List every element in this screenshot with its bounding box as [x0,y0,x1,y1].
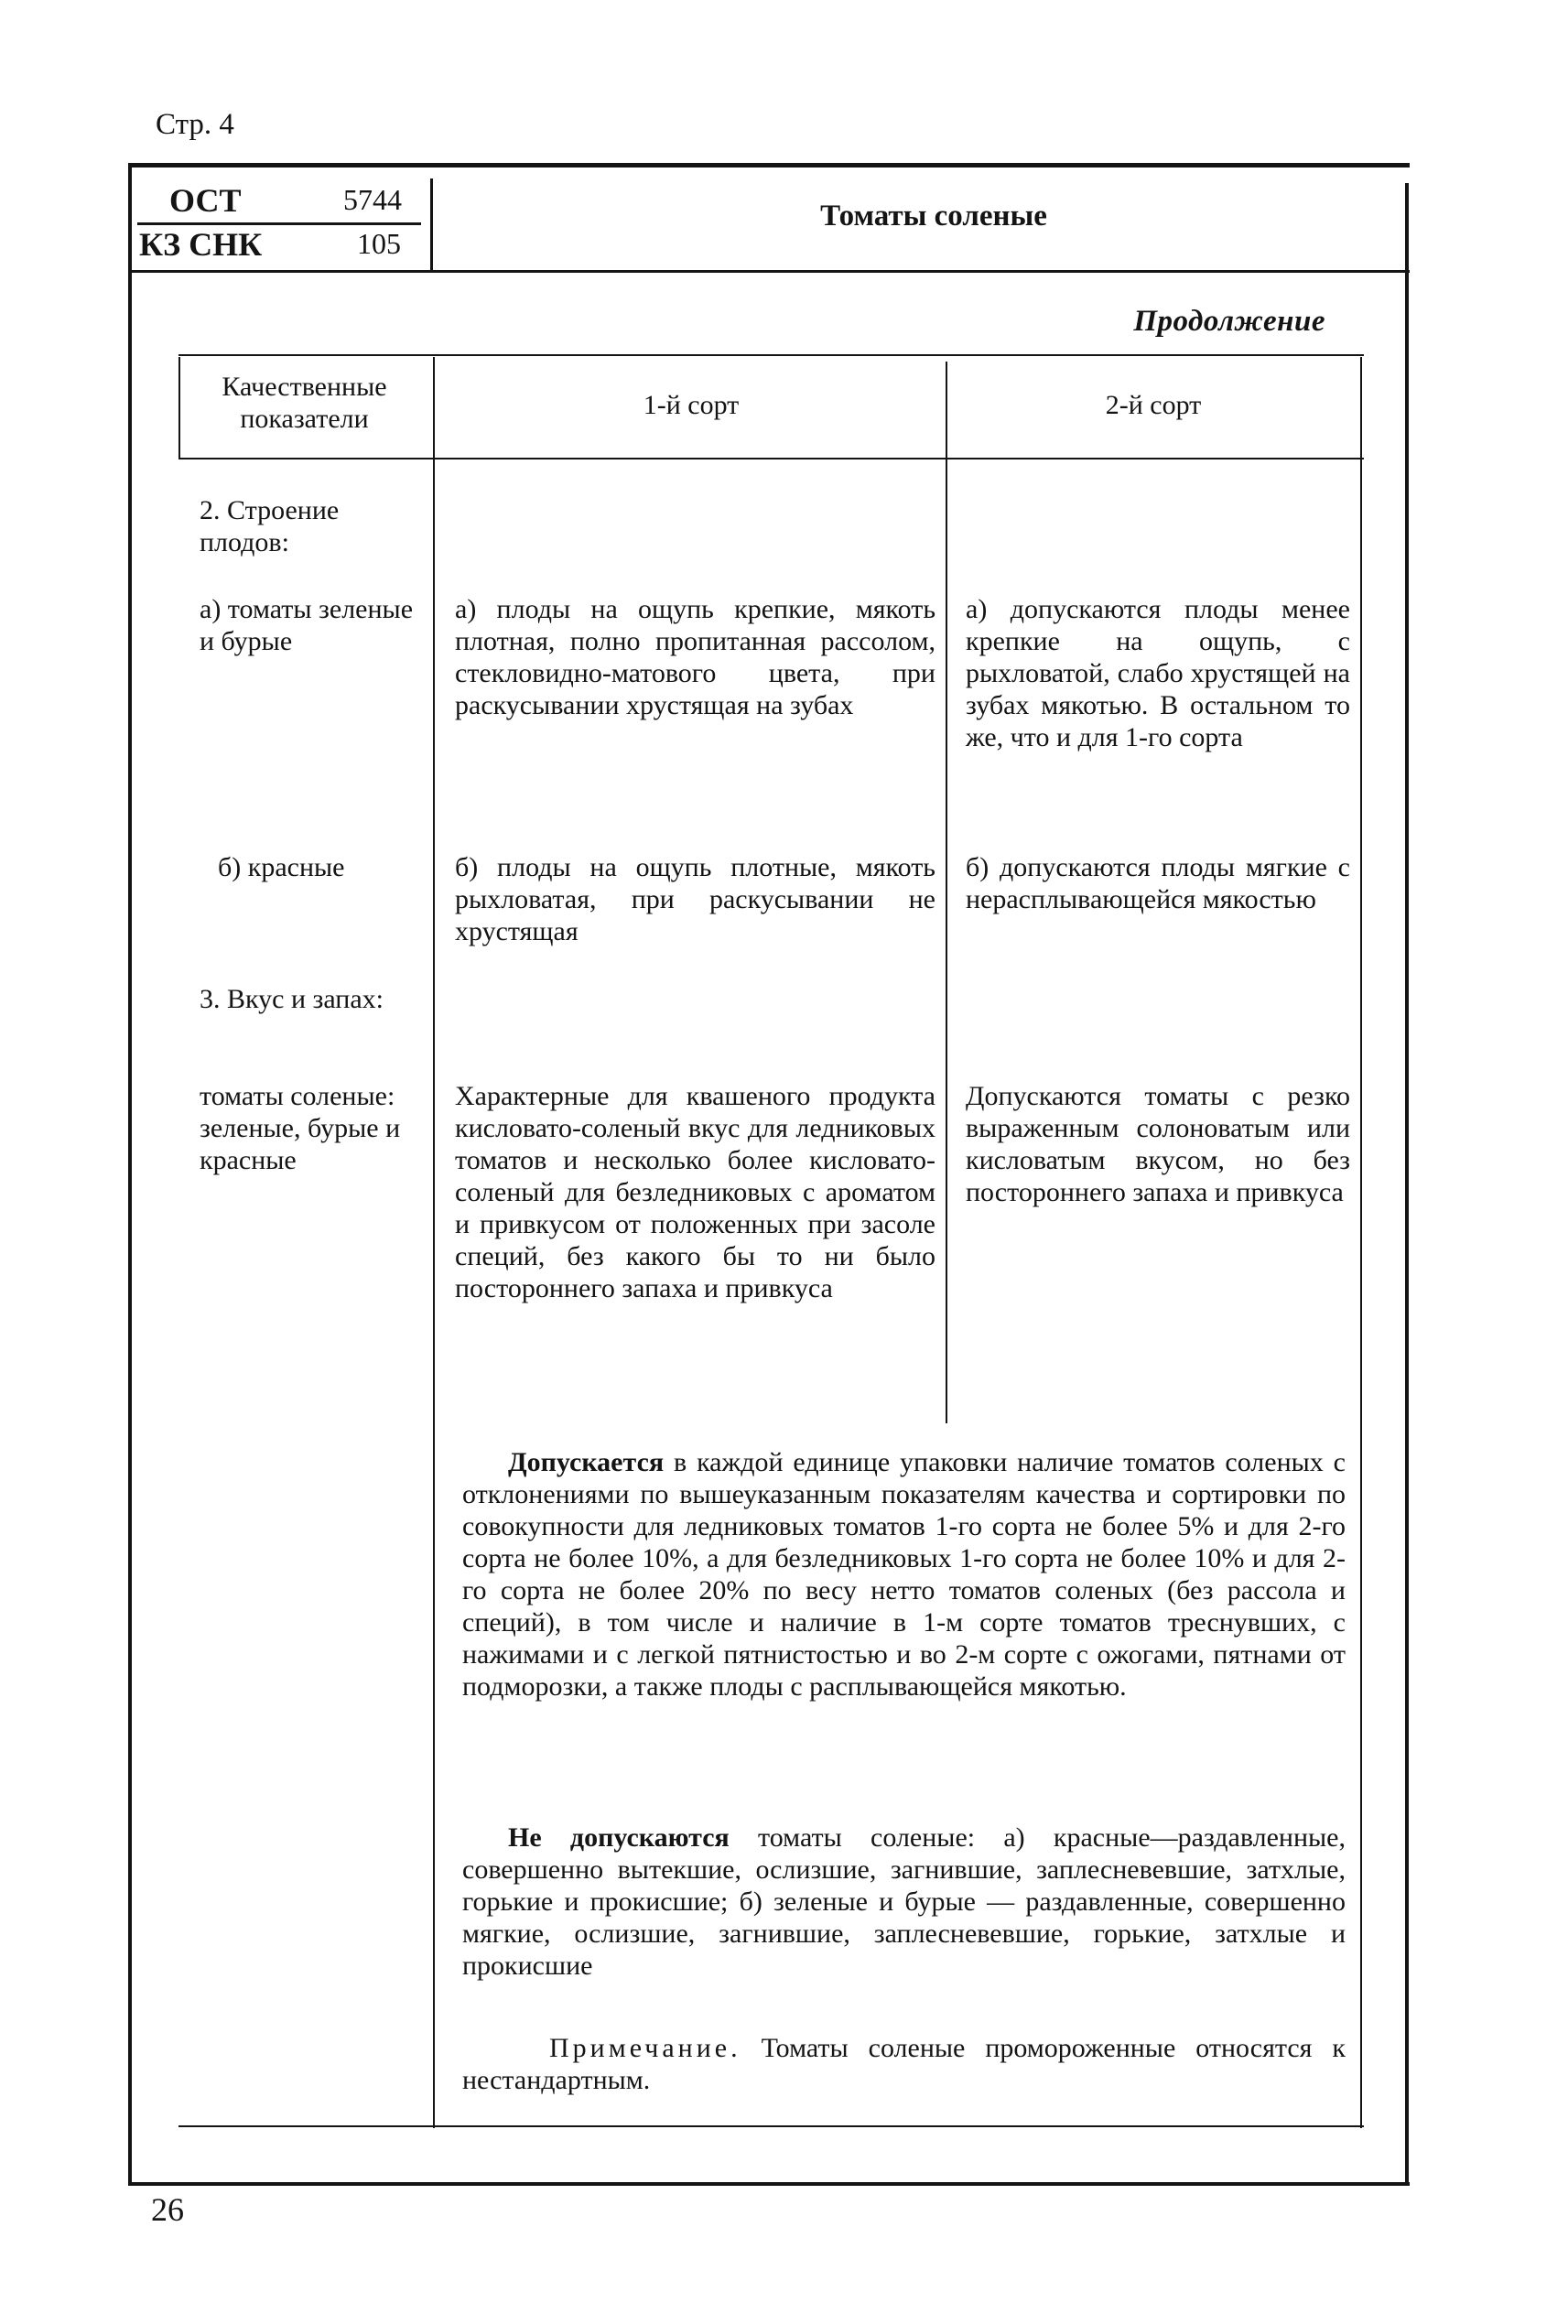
allowed-lead: Допускается [508,1447,665,1477]
table-col1-line [433,357,435,2128]
frame-right-line [1405,183,1409,2186]
kz-number: 105 [357,227,401,260]
grade2-red: б) допускаются плоды мягкие с нерасплывающейся мякостью [966,852,1350,914]
grade1-green-brown: а) плоды на ощупь крепкие, мякоть плотная, полно пропитанная рассолом, стекловидно-матового цвета, при раскусывании хрустящая на зубах [455,594,935,720]
ost-number: 5744 [343,183,402,216]
bottom-page-number: 26 [151,2191,184,2228]
table-col2-line [946,362,947,1423]
frame-left-line [128,163,132,2186]
ost-label: ОСТ [169,182,242,219]
section-heading-structure: 2. Строение плодов: [200,495,340,557]
remark-lead: Примечание. [549,2033,741,2063]
header-divider-line [430,178,433,270]
grade1-red: б) плоды на ощупь плотные, мякоть рыхловатая, при раскусывании не хрустящая [455,852,935,946]
continuation-label: Продолжение [1133,305,1325,338]
indicator-green-brown: а) томаты зеленые и бурые [200,594,414,656]
allowed-paragraph [462,1446,1346,1702]
header-quality-indicators: Качественные показатели [222,372,387,434]
header-bottom-line [128,270,1410,273]
table-bottom-line [178,2125,1364,2127]
frame-top-line [128,163,1410,168]
indicator-salted-tomatoes: томаты соленые: зеленые, бурые и красные [200,1081,401,1175]
grade2-taste: Допускаются томаты с резко выраженным солоноватым или кисловатым вкусом, но без постороннего запаха и привкуса [966,1081,1350,1207]
table-left-line [178,357,180,458]
grade2-green-brown: а) допускаются плоды менее крепкие на ощупь, с рыхловатой, слабо хрустящей на зубах мякотью. В остальном то же, что и для 1-го сорта [966,594,1350,752]
frame-bottom-line [128,2182,1410,2186]
grade1-taste: Характерные для квашеного продукта кисловато-соленый вкус для ледниковых томатов и несколько более кисловато-соленый для безледниковых с ароматом и привкусом от положенных при засоле специй, без какого бы то ни было постороннего запаха и привкуса [455,1081,935,1303]
allowed-text: в каждой единице упаковки наличие томатов соленых с отклонениями по вышеуказанным показателям качества и сортировки по совокупности для ледниковых томатов 1-го сорта не более 5% и для 2-го сорта не более 10%, а для безледниковых 1-го сорта не более 10% и для 2-го сорта не более 20% по весу нетто томатов соленых (без рассола и специй), в том числе и наличие в 1-м сорте томатов треснувших, с нажимами и с легкой пятнистостью и во 2-м сорте с ожогами, пятнами от подморозки, а также плоды с расплывающейся мякотью. [462,1447,1346,1702]
section-heading-taste: 3. Вкус и запах: [200,984,384,1014]
table-right-line [1360,357,1362,2128]
remark-text: Томаты соленые промороженные относятся к нестандартным. [462,2033,1346,2095]
table-top-line [178,354,1364,356]
header-grade-2: 2-й сорт [1105,390,1202,420]
not-allowed-text: томаты соленые: а) красные—раздавленные, совершенно вытекшие, ослизшие, загнившие, заплесневевшие, затхлые, горькие и прокисшие; б) зеленые и бурые — раздавленные, совершенно мягкие, ослизшие, загнившие, заплесневевшие, горькие, затхлые и прокисшие [462,1822,1346,1981]
kz-label: КЗ СНК [139,226,263,263]
table-header-bottom-line [178,458,1364,459]
remark-paragraph [462,2032,1346,2096]
indicator-red: б) красные [218,852,345,882]
document-title: Томаты соленые [820,200,1047,232]
header-grade-1: 1-й сорт [643,390,740,420]
not-allowed-paragraph [462,1821,1346,1982]
not-allowed-lead: Не допускаются [508,1822,730,1853]
page-label: Стр. 4 [156,108,234,141]
